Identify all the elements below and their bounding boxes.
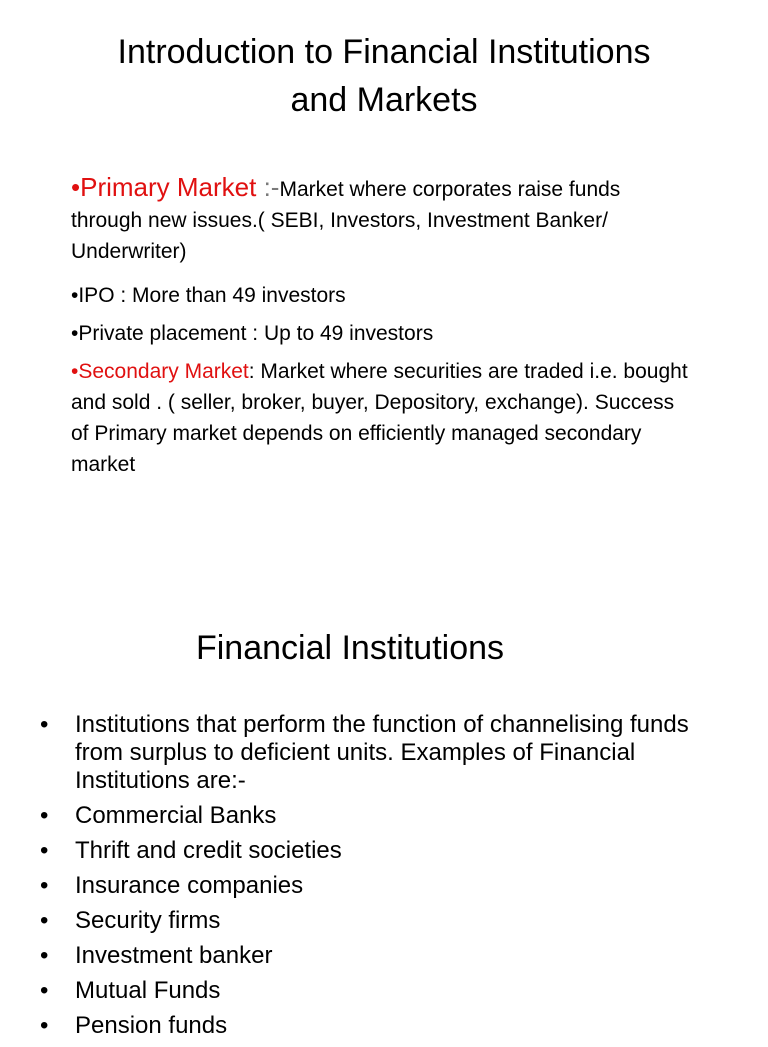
secondary-market-paragraph xyxy=(71,356,691,480)
ipo-line: •IPO : More than 49 investors xyxy=(71,284,346,307)
bullet-icon: • xyxy=(40,711,49,738)
list-item-text: Institutions that perform the function of channelising funds from surplus to deficient units. Examples of Financial Institutions are:- xyxy=(75,711,689,794)
list-item-text: Thrift and credit societies xyxy=(75,837,342,864)
list-item xyxy=(40,802,740,830)
primary-market-separator: :- xyxy=(256,172,280,202)
primary-market-heading: Primary Market xyxy=(80,172,257,202)
list-item xyxy=(40,872,740,900)
secondary-market-text: : Market where securities are traded i.e. bought and sold . ( seller, broker, buyer, Depository, exchange). Success of Primary market depends on efficiently managed secondary market xyxy=(71,360,688,476)
bullet-icon: • xyxy=(40,837,49,864)
list-item-text: Mutual Funds xyxy=(75,977,221,1004)
bullet-icon: • xyxy=(40,942,49,969)
primary-market-paragraph xyxy=(71,172,691,267)
title-line-2: and Markets xyxy=(290,81,478,119)
list-item-text: Commercial Banks xyxy=(75,802,277,829)
list-item xyxy=(40,942,740,970)
bullet-icon: • xyxy=(40,907,49,934)
list-item-text: Investment banker xyxy=(75,942,273,969)
private-placement-line: •Private placement : Up to 49 investors xyxy=(71,322,434,345)
bullet-icon: • xyxy=(40,977,49,1004)
list-item xyxy=(40,1012,740,1040)
list-item xyxy=(40,711,740,795)
title-line-1: Introduction to Financial Institutions xyxy=(117,33,651,71)
primary-market-text-first: Market where corporates xyxy=(279,178,512,201)
bullet-icon: • xyxy=(40,872,49,899)
bullet-icon: • xyxy=(40,1012,49,1039)
list-item-text: Security firms xyxy=(75,907,221,934)
institutions-list xyxy=(40,711,740,1047)
list-item-text: Pension funds xyxy=(75,1012,228,1039)
list-item xyxy=(40,907,740,935)
list-item xyxy=(40,837,740,865)
primary-market-bullet: • xyxy=(71,172,81,202)
primary-market-text-rest: raise funds through new issues.( SEBI, Investors, Investment Banker/ Underwriter) xyxy=(71,178,621,263)
bullet-icon: • xyxy=(40,802,49,829)
list-item xyxy=(40,977,740,1005)
financial-institutions-title: Financial Institutions xyxy=(195,629,505,667)
secondary-market-heading: •Secondary Market xyxy=(71,360,249,383)
list-item-text: Insurance companies xyxy=(75,872,304,899)
slide-title xyxy=(0,28,768,124)
